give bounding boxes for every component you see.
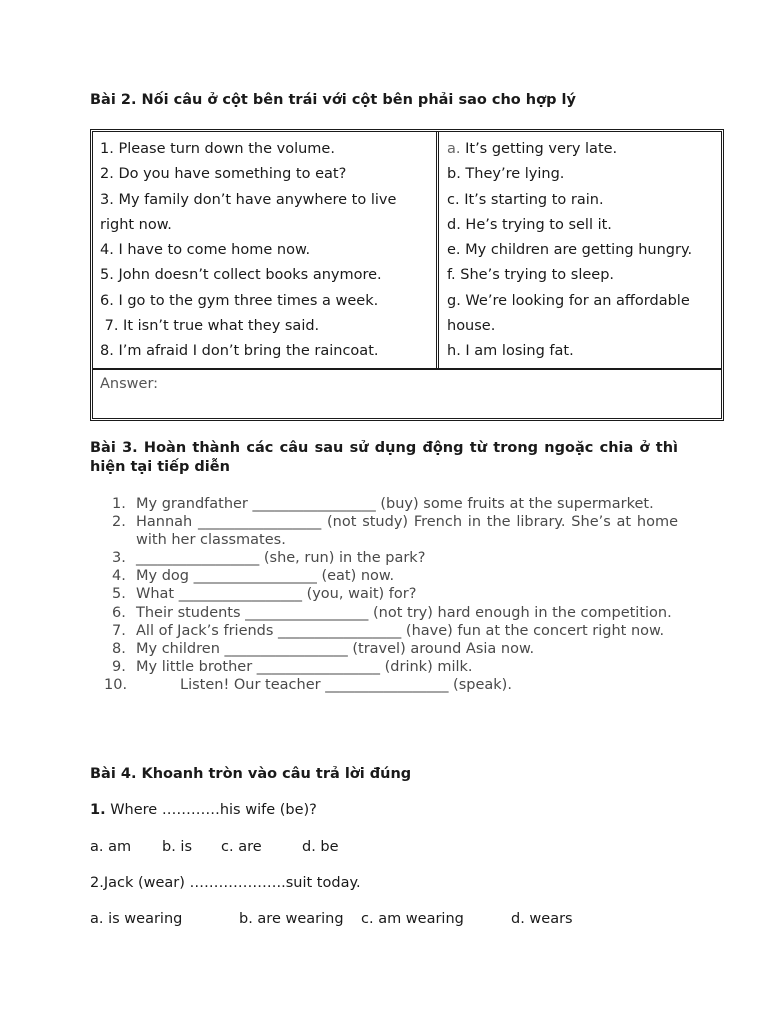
item-text: My grandfather _________________ (buy) some fruits at the supermarket. [136,496,654,512]
question-number: 1. [90,802,106,818]
right-item: d. He’s trying to sell it. [447,216,612,233]
item-number: 4. [112,568,126,585]
right-item-text: It’s getting very late. [460,141,618,157]
left-item: 2. Do you have something to eat? [100,166,347,183]
exercise-3-heading: Bài 3. Hoàn thành các câu sau sử dụng động từ trong ngoặc chia ở thì hiện tại tiếp diễn [90,440,678,475]
list-item [90,513,678,549]
item-number: 9. [112,658,126,675]
item-text: All of Jack’s friends _________________ (have) fun at the concert right now. [136,622,665,639]
right-item-letter: a. [447,141,461,157]
right-item: h. I am losing fat. [447,343,574,360]
item-text: _________________ (she, run) in the park? [136,550,426,567]
list-item [90,567,678,585]
option-b[interactable]: b. is [162,839,193,855]
item-number: 6. [112,604,126,621]
list-item [90,658,678,676]
item-text: My little brother _________________ (drink) milk. [136,658,473,675]
list-item [90,495,678,513]
question-1 [90,802,317,818]
answer-box[interactable] [93,368,721,418]
left-item: 6. I go to the gym three times a week. [100,292,379,309]
list-item [90,640,678,658]
left-item: 8. I’m afraid I don’t bring the raincoat. [100,343,379,360]
left-item: 3. My family don’t have anywhere to live [100,191,397,208]
left-column [93,132,439,370]
right-item: b. They’re lying. [447,166,565,183]
question-text: Where …………his wife (be)? [105,802,317,818]
right-item [447,137,724,162]
item-text: Their students _________________ (not try) hard enough in the competition. [136,604,672,621]
option-b[interactable]: b. are wearing [239,911,344,927]
item-number: 5. [112,586,126,603]
left-item: 1. Please turn down the volume. [100,141,335,157]
item-number: 2. [112,514,126,531]
option-a[interactable]: a. am [90,839,132,855]
item-text: What _________________ (you, wait) for? [136,586,417,603]
right-item: c. It’s starting to rain. [447,191,604,208]
matching-table [90,129,724,421]
left-item: 5. John doesn’t collect books anymore. [100,267,382,284]
left-item: 7. It isn’t true what they said. [100,318,320,335]
exercise-2-heading: Bài 2. Nối câu ở cột bên trái với cột bên phải sao cho hợp lý [90,92,576,108]
right-item: f. She’s trying to sleep. [447,267,615,284]
item-text: My dog _________________ (eat) now. [136,568,395,585]
item-number: 7. [112,622,126,639]
list-item [90,676,678,694]
list-item [90,604,678,622]
option-a[interactable]: a. is wearing [90,911,183,927]
option-d[interactable]: d. be [302,839,339,855]
left-item: right now. [100,216,172,233]
right-item: g. We’re looking for an affordable [447,292,690,309]
question-2: 2.Jack (wear) ………………..suit today. [90,875,361,891]
right-item: e. My children are getting hungry. [447,242,693,259]
option-c[interactable]: c. are [221,839,262,855]
list-item [90,549,678,567]
right-item: house. [447,318,496,335]
list-item [90,585,678,603]
left-item: 4. I have to come home now. [100,242,311,259]
option-d[interactable]: d. wears [511,911,573,927]
answer-label: Answer: [100,376,159,392]
item-number: 8. [112,640,126,657]
item-number: 10. [104,676,128,693]
item-text: My children _________________ (travel) around Asia now. [136,640,535,657]
item-number: 3. [112,550,126,567]
right-column [442,132,724,370]
item-text: Hannah _________________ (not study) French in the library. She’s at home with her classmates. [136,514,678,549]
item-number: 1. [112,496,126,512]
item-text: Listen! Our teacher _________________ (speak). [180,676,512,693]
exercise-4-heading: Bài 4. Khoanh tròn vào câu trả lời đúng [90,766,412,782]
exercise-3-list [90,495,678,694]
option-c[interactable]: c. am wearing [361,911,464,927]
list-item [90,622,678,640]
